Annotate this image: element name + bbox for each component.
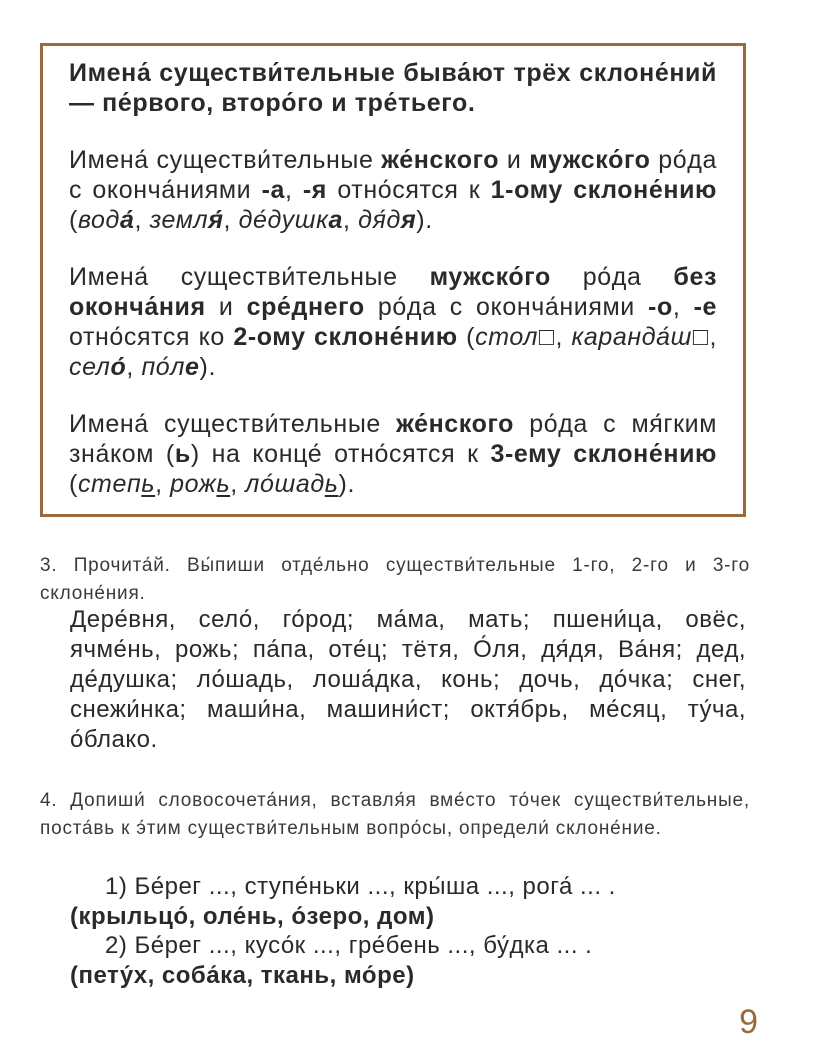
example-word: де́душк bbox=[238, 206, 329, 234]
rule-text: отно́сятся к bbox=[327, 176, 491, 204]
rule-bold: 2-ому склоне́нию bbox=[233, 323, 458, 351]
rule-text: Имена́ существи́тельные bbox=[69, 410, 397, 438]
example-word: сел bbox=[69, 353, 111, 381]
rule-text: ро́да bbox=[550, 263, 674, 291]
example-ending: е bbox=[185, 353, 200, 381]
rule-paragraph-1: Имена́ существи́тельные быва́ют трёх склоне́ний — пе́рвого, второ́го и тре́тьего. bbox=[69, 59, 717, 117]
rule-text: ( bbox=[69, 206, 78, 234]
rule-text: ) на конце́ отно́сятся к bbox=[190, 440, 491, 468]
rule-text: , bbox=[555, 323, 572, 351]
task-4-exercise-2-words: (пету́х, соба́ка, ткань, мо́ре) bbox=[70, 962, 415, 989]
rule-text: и bbox=[499, 146, 530, 174]
example-word: степ bbox=[77, 470, 142, 498]
rule-bold: -а bbox=[261, 176, 285, 204]
rule-bold: же́нского bbox=[381, 146, 500, 174]
rule-text: ). bbox=[199, 353, 217, 381]
example-word: каранда́ш□ bbox=[571, 323, 710, 351]
rule-text: , bbox=[285, 176, 303, 204]
example-ending: а bbox=[328, 206, 344, 234]
rule-text: ( bbox=[69, 470, 78, 498]
rule-text: , bbox=[155, 470, 171, 498]
rule-text: ). bbox=[416, 206, 433, 234]
task-3-instruction: 3. Прочита́й. Вы́пиши отде́льно существи́тельные 1-го, 2-го и 3-го склоне́ния. bbox=[40, 555, 750, 604]
rule-box bbox=[40, 43, 746, 517]
rule-bold: мужско́го bbox=[529, 146, 651, 174]
example-word: стол□ bbox=[475, 323, 556, 351]
rule-text: , bbox=[126, 353, 142, 381]
example-ending: ь bbox=[324, 470, 339, 498]
example-ending: а́ bbox=[119, 206, 135, 234]
rule-text: ро́да с оконча́ниями bbox=[364, 293, 649, 321]
page-number: 9 bbox=[739, 1003, 758, 1041]
task-4-instruction: 4. Допиши́ словосочета́ния, вставля́я вме́сто то́чек существи́тельные, поста́вь к э́тим существи́тельным вопро́сы, определи́ склоне́ние. bbox=[40, 790, 750, 839]
example-ending: о́ bbox=[110, 353, 127, 381]
rule-bold: ь bbox=[174, 440, 191, 468]
rule-text: ро́да с мя́гким зна́ком ( bbox=[69, 410, 717, 468]
example-word: рож bbox=[170, 470, 217, 498]
rule-text: , bbox=[230, 470, 246, 498]
rule-paragraph-4 bbox=[69, 409, 717, 499]
task-4-exercise-2: 2) Бе́рег ..., кусо́к ..., гре́бень ..., бу́дка ... . bbox=[105, 932, 593, 959]
task-4-exercise-1-words: (крыльцо́, оле́нь, о́зеро, дом) bbox=[70, 903, 435, 930]
example-word: вод bbox=[77, 206, 120, 234]
rule-paragraph-2 bbox=[69, 145, 717, 235]
task-4-exercise-1: 1) Бе́рег ..., ступе́ньки ..., кры́ша ..., рога́ ... . bbox=[105, 873, 616, 900]
example-ending: ь bbox=[141, 470, 156, 498]
rule-text: , bbox=[223, 206, 239, 234]
rule-text: Имена́ существи́тельные bbox=[69, 146, 382, 174]
rule-bold: 3-ему склоне́нию bbox=[490, 440, 717, 468]
rule-paragraph-3 bbox=[69, 262, 717, 382]
example-word: земл bbox=[149, 206, 209, 234]
task-3-words: Дере́вня, село́, го́род; ма́ма, мать; пшени́ца, овёс, ячме́нь, рожь; па́па, оте́ц; тётя, О́ля, дя́дя, Ва́ня; дед, де́душка; ло́шадь, лоша́дка, конь; дочь, до́чка; снег, снежи́нка; маши́на, машини́ст; октя́брь, ме́сяц, ту́ча, о́блако. bbox=[70, 606, 746, 753]
rule-bold: без оконча́ния bbox=[69, 263, 717, 321]
rule-bold: -я bbox=[302, 176, 327, 204]
rule-text: отно́сятся ко bbox=[69, 323, 234, 351]
rule-text: и bbox=[205, 293, 247, 321]
rule-text: Имена́ существи́тельные bbox=[69, 263, 430, 291]
rule-text: , bbox=[343, 206, 359, 234]
example-ending: я bbox=[400, 206, 417, 234]
rule-text: ). bbox=[338, 470, 355, 498]
rule-text: ( bbox=[457, 323, 476, 351]
rule-text: , bbox=[134, 206, 150, 234]
rule-bold: -е bbox=[693, 293, 717, 321]
rule-bold: мужско́го bbox=[429, 263, 551, 291]
rule-bold: же́нского bbox=[396, 410, 515, 438]
example-word: дя́д bbox=[358, 206, 401, 234]
rule-text: , bbox=[672, 293, 694, 321]
example-ending: я́ bbox=[208, 206, 224, 234]
rule-text: ро́да с оконча́ниями bbox=[69, 146, 717, 204]
example-word: по́л bbox=[141, 353, 186, 381]
rule-bold: 1-ому склоне́нию bbox=[490, 176, 717, 204]
rule-bold: -о bbox=[648, 293, 673, 321]
rule-text: , bbox=[709, 323, 717, 351]
rule-bold: сре́днего bbox=[246, 293, 365, 321]
example-word: ло́шад bbox=[245, 470, 325, 498]
example-ending: ь bbox=[216, 470, 231, 498]
